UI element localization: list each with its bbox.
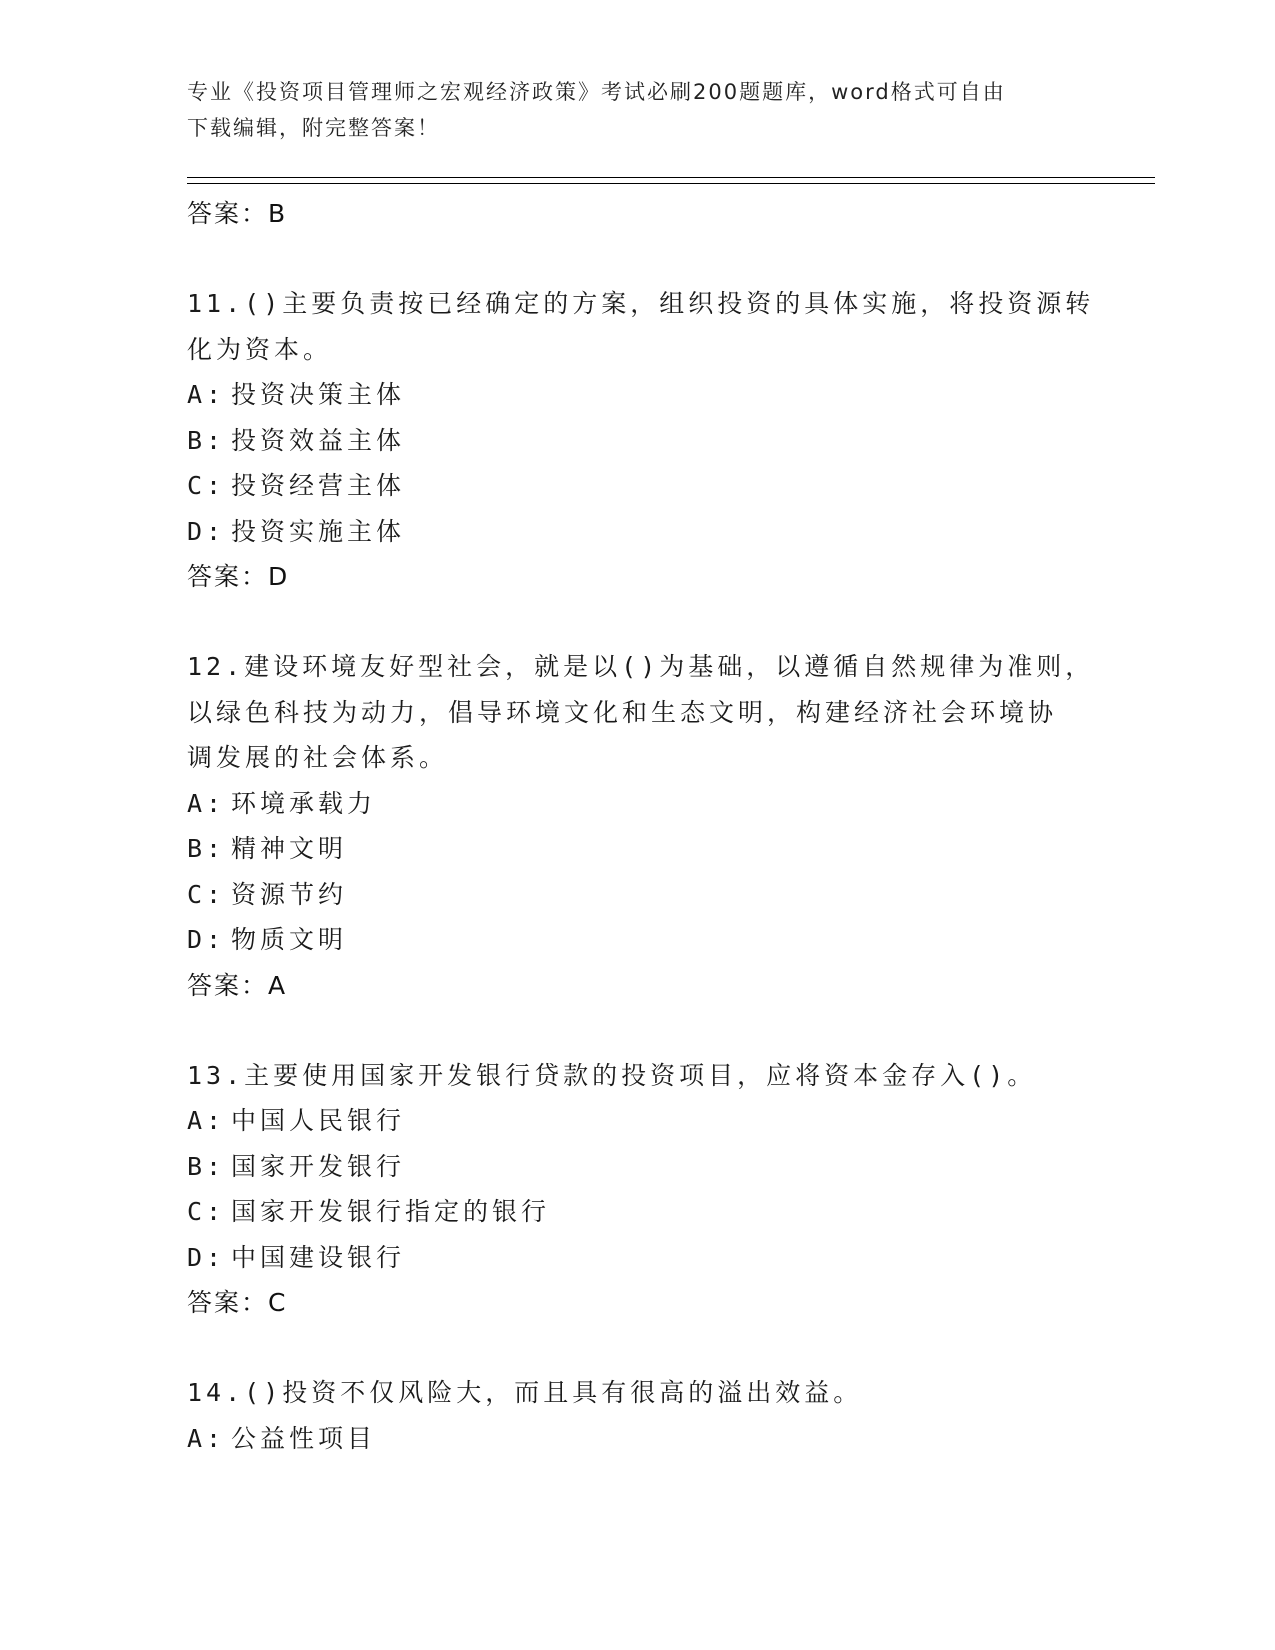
option-text: 公益性项目 — [231, 1423, 377, 1453]
option-c — [187, 872, 1087, 918]
header-divider-bottom — [187, 183, 1155, 184]
option-text: 中国人民银行 — [231, 1106, 406, 1135]
option-letter: D: — [187, 516, 226, 546]
option-letter: B: — [187, 425, 226, 455]
document-body — [187, 191, 1095, 1461]
header-divider-top — [187, 177, 1155, 178]
option-d — [187, 509, 1087, 555]
question-text-line: 14.()投资不仅风险大，而且具有很高的溢出效益。 — [187, 1378, 863, 1407]
option-letter: A: — [187, 1423, 226, 1453]
option-b — [187, 418, 1087, 464]
option-text: 精神文明 — [231, 834, 348, 863]
option-text: 中国建设银行 — [231, 1242, 406, 1272]
option-c — [187, 1189, 1087, 1235]
answer-line: 答案：A — [187, 970, 288, 1000]
option-text: 国家开发银行 — [231, 1151, 406, 1181]
question-11 — [187, 281, 1095, 599]
option-d — [187, 1235, 1087, 1281]
option-text: 环境承载力 — [231, 788, 377, 818]
document-header — [187, 74, 1067, 146]
option-text: 投资经营主体 — [231, 471, 406, 500]
question-text-line: 11.()主要负责按已经确定的方案，组织投资的具体实施，将投资源转 — [187, 289, 1095, 318]
option-letter: B: — [187, 834, 226, 863]
question-14 — [187, 1370, 1087, 1461]
question-text-line: 以绿色科技为动力，倡导环境文化和生态文明，构建经济社会环境协 — [187, 697, 1058, 727]
question-13 — [187, 1053, 1087, 1326]
option-letter: D: — [187, 1242, 226, 1272]
option-b — [187, 826, 1087, 872]
option-letter: C: — [187, 879, 226, 909]
option-text: 物质文明 — [231, 925, 348, 954]
option-letter: C: — [187, 1197, 226, 1226]
header-line-2: 下载编辑，附完整答案！ — [187, 116, 440, 140]
option-a — [187, 1416, 1087, 1462]
option-letter: A: — [187, 788, 226, 818]
answer-line: 答案：D — [187, 562, 290, 591]
question-text-line: 化为资本。 — [187, 334, 333, 364]
question-text-line: 13.主要使用国家开发银行贷款的投资项目，应将资本金存入()。 — [187, 1060, 1037, 1090]
question-text-line: 12.建设环境友好型社会，就是以()为基础，以遵循自然规律为准则， — [187, 652, 1095, 681]
option-text: 投资实施主体 — [231, 516, 406, 546]
option-c — [187, 463, 1087, 509]
option-a — [187, 372, 1087, 418]
option-text: 国家开发银行指定的银行 — [231, 1197, 551, 1226]
option-letter: C: — [187, 471, 226, 500]
option-b — [187, 1144, 1087, 1190]
header-line-1: 专业《投资项目管理师之宏观经济政策》考试必刷200题题库，word格式可自由 — [187, 80, 1006, 104]
option-a — [187, 1098, 1087, 1144]
option-d — [187, 917, 1087, 963]
option-letter: D: — [187, 925, 226, 954]
option-letter: A: — [187, 1106, 226, 1135]
option-letter: B: — [187, 1151, 226, 1181]
option-letter: A: — [187, 380, 226, 409]
answer-line: 答案：B — [187, 199, 288, 228]
question-text-line: 调发展的社会体系。 — [187, 743, 449, 772]
option-text: 投资效益主体 — [231, 425, 406, 455]
option-text: 资源节约 — [231, 879, 348, 909]
option-a — [187, 781, 1087, 827]
option-text: 投资决策主体 — [231, 380, 406, 409]
question-12 — [187, 644, 1095, 1008]
answer-line: 答案：C — [187, 1288, 288, 1317]
